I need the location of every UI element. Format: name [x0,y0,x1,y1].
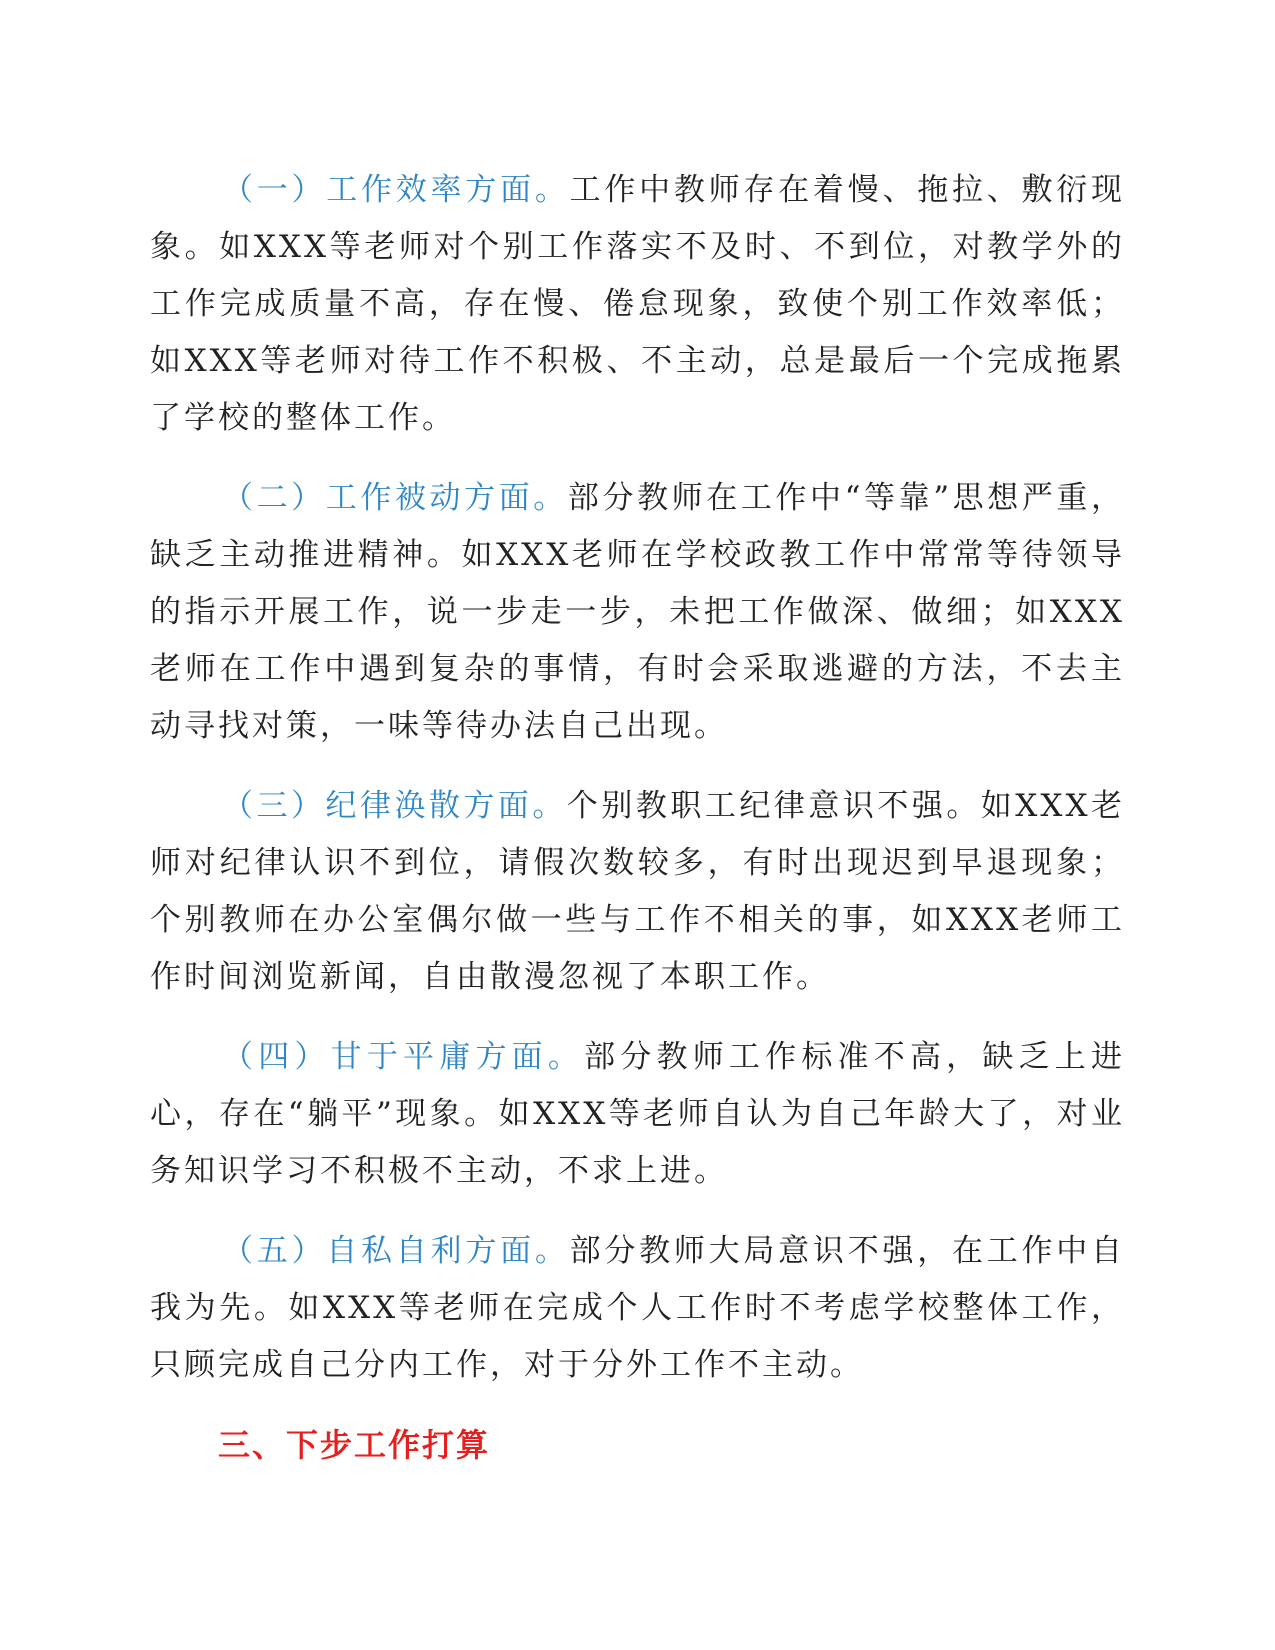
paragraph-discipline [150,778,1125,1006]
paragraph-mediocrity [150,1029,1125,1200]
paragraph-heading: （一）工作效率方面。 [222,172,570,208]
paragraph-body: 部分教师在工作中“等靠”思想严重，缺乏主动推进精神。如XXX老师在学校政教工作中常常等待领导的指示开展工作，说一步走一步，未把工作做深、做细；如XXX老师在工作中遇到复杂的事情，有时会采取逃避的方法，不去主动寻找对策，一味等待办法自己出现。 [150,480,1125,744]
paragraph-heading: （二）工作被动方面。 [222,480,568,516]
paragraph-body: 部分教师大局意识不强，在工作中自我为先。如XXX等老师在完成个人工作时不考虑学校整体工作，只顾完成自己分内工作，对于分外工作不主动。 [150,1233,1126,1383]
paragraph-heading: （五）自私自利方面。 [222,1233,570,1269]
paragraph-efficiency [150,162,1125,447]
paragraph-heading: （四）甘于平庸方面。 [222,1039,585,1075]
paragraph-body: 个别教职工纪律意识不强。如XXX老师对纪律认识不到位，请假次数较多，有时出现迟到早退现象；个别教师在办公室偶尔做一些与工作不相关的事，如XXX老师工作时间浏览新闻，自由散漫忽视了本职工作。 [150,788,1126,995]
paragraph-selfishness [150,1223,1125,1394]
section-title-next-steps: 三、下步工作打算 [218,1426,491,1464]
document-content [150,162,1125,1474]
paragraph-passive [150,470,1125,755]
paragraph-heading: （三）纪律涣散方面。 [222,788,567,824]
paragraph-body: 工作中教师存在着慢、拖拉、敷衍现象。如XXX等老师对个别工作落实不及时、不到位，对教学外的工作完成质量不高，存在慢、倦怠现象，致使个别工作效率低；如XXX等老师对待工作不积极、不主动，总是最后一个完成拖累了学校的整体工作。 [150,172,1126,436]
paragraph-body: 部分教师工作标准不高，缺乏上进心，存在“躺平”现象。如XXX等老师自认为自己年龄大了，对业务知识学习不积极不主动，不求上进。 [150,1039,1126,1189]
